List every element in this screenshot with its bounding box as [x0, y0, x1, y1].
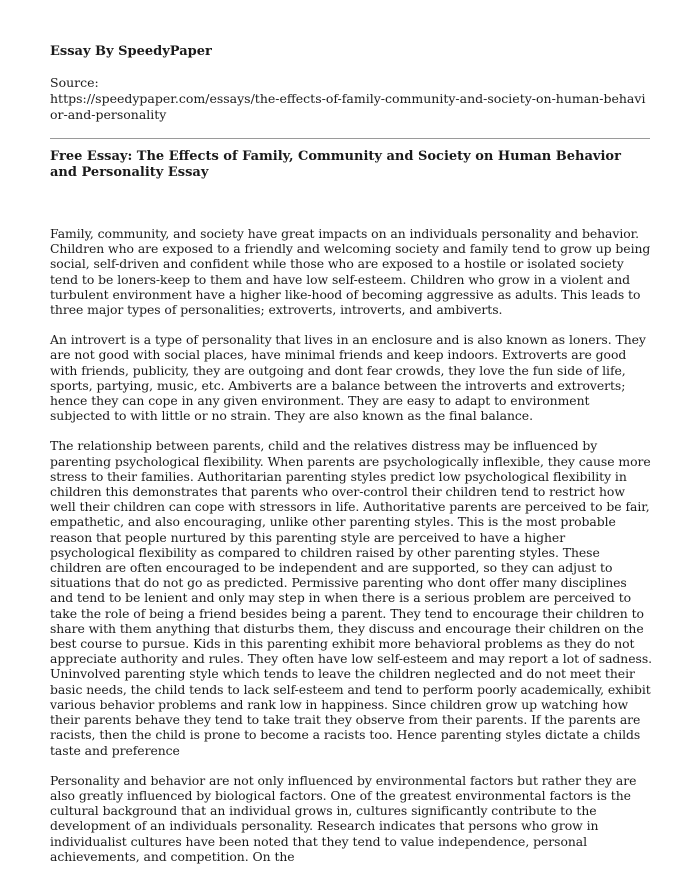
horizontal-divider [50, 138, 650, 139]
source-url-link[interactable]: https://speedypaper.com/essays/the-effects-of-family-community-and-society-on-human-behavior-and-personality [50, 91, 646, 122]
essay-paragraph: Family, community, and society have great impacts on an individuals personality and behavior. Children who are exposed to a friendly and welcoming society and family tend to grow up being social, self-driven and confident while those who are exposed to a hostile or isolated society tend to be loners-keep to them and have low self-esteem. Children who grow in a violent and turbulent environment have a higher like-hood of becoming aggressive as adults. This leads to three major types of personalities; extroverts, introverts, and ambiverts. [50, 226, 651, 318]
essay-paragraph: The relationship between parents, child and the relatives distress may be influenced by parenting psychological flexibility. When parents are psychologically inflexible, they cause more stress to their families. Authoritarian parenting styles predict low psychological flexibility in children this demonstrates that parents who over-control their children tend to restrict how well their children can cope with stressors in life. Authoritative parents are perceived to be fair, empathetic, and also encouraging, unlike other parenting styles. This is the most probable reason that people nurtured by this parenting style are perceived to have a higher psychological flexibility as compared to children raised by other parenting styles. These children are often encouraged to be independent and are supported, so they can adjust to situations that do not go as predicted. Permissive parenting who dont offer many disciplines and tend to be lenient and only may step in when there is a serious problem are perceived to take the role of being a friend besides being a parent. They tend to encourage their children to share with them anything that disturbs them, they discuss and encourage their children on the best course to pursue. Kids in this parenting exhibit more behavioral problems as they do not appreciate authority and rules. They often have low self-esteem and may report a lot of sadness. Uninvolved parenting style which tends to leave the children neglected and do not meet their basic needs, the child tends to lack self-esteem and tend to perform poorly academically, exhibit various behavior problems and rank low in happiness. Since children grow up watching how their parents behave they tend to take trait they observe from their parents. If the parents are racists, then the child is prone to become a racists too. Hence parenting styles dictate a childs taste and preference [50, 438, 653, 758]
document-header-title: Essay By SpeedyPaper [50, 44, 212, 59]
source-label: Source: [50, 75, 99, 90]
essay-title: Free Essay: The Effects of Family, Community and Society on Human Behavior and Personality Essay [50, 149, 621, 180]
source-block [50, 75, 650, 123]
essay-body [50, 226, 652, 879]
essay-paragraph: Personality and behavior are not only influenced by environmental factors but rather they are also greatly influenced by biological factors. One of the greatest environmental factors is the cultural background that an individual grows in, cultures significantly contribute to the development of an individuals personality. Research indicates that persons who grow in individualist cultures have been noted that they tend to value independence, personal achievements, and competition. On the [50, 772, 637, 864]
essay-paragraph: An introvert is a type of personality that lives in an enclosure and is also known as loners. They are not good with social places, have minimal friends and keep indoors. Extroverts are good with friends, publicity, they are outgoing and dont fear crowds, they love the fun side of life, sports, partying, music, etc. Ambiverts are a balance between the introverts and extroverts; hence they can cope in any given environment. They are easy to adapt to environment subjected to with little or no strain. They are also known as the final balance. [50, 332, 646, 424]
